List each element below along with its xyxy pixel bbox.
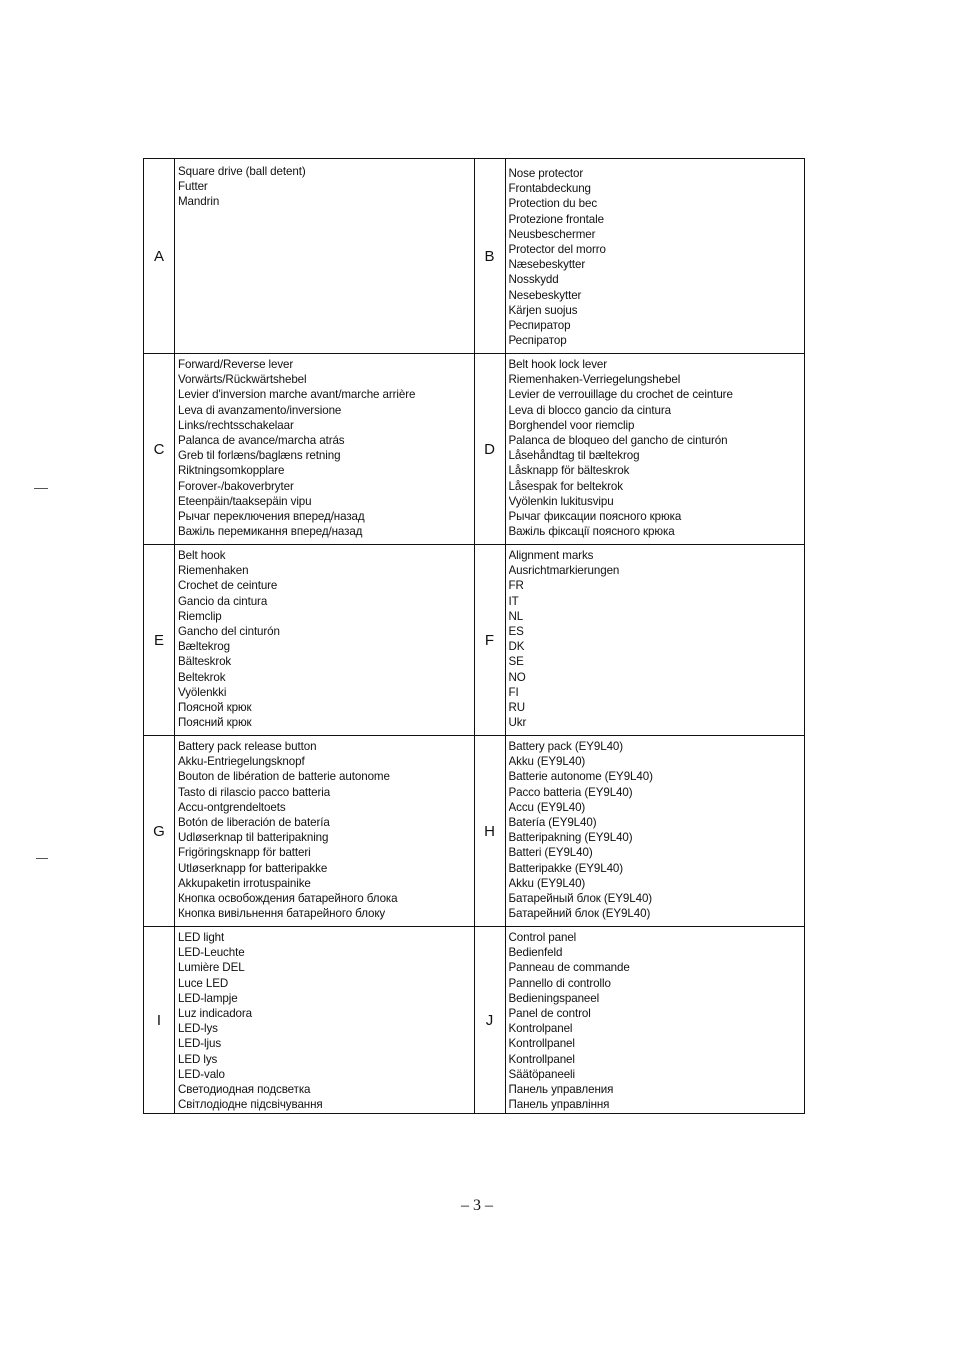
- part-name-list: [175, 736, 475, 927]
- part-name-translation: Nesebeskytter: [508, 288, 582, 302]
- part-letter: F: [474, 545, 505, 736]
- part-name-list: [175, 927, 475, 1114]
- part-name-translation: Батарейный блок (EY9L40): [508, 892, 653, 906]
- part-name-translation: Levier de verrouillage du crochet de ceinture: [508, 388, 733, 402]
- part-name-translation: Bedieningspaneel: [508, 991, 600, 1005]
- part-name-translation: Lumière DEL: [178, 961, 245, 975]
- part-name-translation: Låsehåndtag til bæltekrog: [508, 449, 640, 463]
- part-name-translation: Kontrollpanel: [508, 1052, 575, 1066]
- table-row: [144, 354, 805, 545]
- part-name-translation: NO: [508, 670, 526, 684]
- part-name-translation: Säätöpaneeli: [508, 1067, 575, 1081]
- part-name-translation: Alignment marks: [508, 549, 594, 562]
- part-name-list: [505, 545, 805, 736]
- part-name-translation: Важіль фіксації поясного крюка: [508, 525, 675, 539]
- part-name-translation: IT: [508, 594, 519, 608]
- part-name-translation: Панель управління: [508, 1098, 610, 1112]
- part-name-translation: Batterie autonome (EY9L40): [508, 770, 653, 784]
- part-letter: A: [144, 159, 175, 354]
- part-name-translation: Кнопка освобождения батарейного блока: [178, 892, 398, 906]
- part-name-translation: ES: [508, 625, 524, 639]
- page-number: – 3 –: [461, 1197, 493, 1214]
- part-name-translation: Forward/Reverse lever: [178, 358, 294, 371]
- part-name-translation: Palanca de bloqueo del gancho de cinturón: [508, 434, 728, 448]
- part-name-translation: Vyölenkin lukitusvipu: [508, 494, 614, 508]
- part-name-list: [175, 354, 475, 545]
- part-name-translation: Панель управления: [508, 1083, 614, 1097]
- part-name-translation: Accu (EY9L40): [508, 800, 586, 814]
- part-letter: D: [474, 354, 505, 545]
- part-name-translation: Kärjen suojus: [508, 303, 578, 317]
- part-name-translation: Респіратор: [508, 334, 567, 348]
- part-name-translation: Kontrollpanel: [508, 1037, 575, 1051]
- part-name-translation: Palanca de avance/marcha atrás: [178, 434, 345, 448]
- part-name-translation: Ukr: [508, 716, 527, 730]
- part-name-translation: Tasto di rilascio pacco batteria: [178, 785, 331, 799]
- part-letter: B: [474, 159, 505, 354]
- part-name-translation: Riemenhaken-Verriegelungshebel: [508, 373, 681, 387]
- part-name-translation: Akku (EY9L40): [508, 876, 586, 890]
- table-row: [144, 927, 805, 1114]
- part-name-translation: Batteripakke (EY9L40): [508, 861, 624, 875]
- part-name-translation: Ausrichtmarkierungen: [508, 564, 620, 578]
- part-name-translation: Akku-Entriegelungsknopf: [178, 755, 305, 769]
- part-name-translation: Bälteskrok: [178, 655, 232, 669]
- part-name-translation: LED-lys: [178, 1022, 218, 1036]
- part-name-translation: Eteenpäin/taaksepäin vipu: [178, 494, 312, 508]
- part-name-translation: Låsknapp för bälteskrok: [508, 464, 630, 478]
- part-name-translation: Batteripakning (EY9L40): [508, 831, 633, 845]
- part-name-translation: FR: [508, 579, 524, 593]
- part-name-translation: Links/rechtsschakelaar: [178, 418, 294, 432]
- part-name-translation: Control panel: [508, 931, 577, 944]
- part-name-translation: Square drive (ball detent): [178, 165, 306, 178]
- part-name-translation: Protezione frontale: [508, 212, 604, 226]
- part-name-list: [505, 354, 805, 545]
- part-name-translation: Світлодіодне підсвічування: [178, 1098, 323, 1112]
- part-name-translation: Batería (EY9L40): [508, 816, 597, 830]
- part-name-translation: Panneau de commande: [508, 961, 630, 975]
- part-name-translation: Leva di blocco gancio da cintura: [508, 403, 671, 417]
- part-name-translation: Futter: [178, 180, 208, 194]
- part-name-translation: FI: [508, 685, 519, 699]
- part-name-translation: Светодиодная подсветка: [178, 1083, 311, 1097]
- part-name-translation: Panel de control: [508, 1007, 591, 1021]
- part-name-translation: Crochet de ceinture: [178, 579, 278, 593]
- part-name-translation: Респиратор: [508, 319, 571, 333]
- part-name-translation: Protector del morro: [508, 243, 606, 257]
- part-name-list: [505, 736, 805, 927]
- part-name-list: [505, 159, 805, 354]
- part-letter: C: [144, 354, 175, 545]
- part-name-translation: Bæltekrog: [178, 640, 230, 654]
- part-name-translation: Leva di avanzamento/inversione: [178, 403, 342, 417]
- parts-legend-table: [143, 158, 805, 1114]
- part-name-translation: Важіль перемикання вперед/назад: [178, 525, 363, 539]
- part-name-translation: Рычаг переключения вперед/назад: [178, 510, 365, 524]
- table-row: [144, 545, 805, 736]
- part-name-translation: Accu-ontgrendeltoets: [178, 800, 286, 814]
- part-name-translation: Riktningsomkopplare: [178, 464, 285, 478]
- part-name-translation: Belt hook lock lever: [508, 358, 608, 371]
- part-name-translation: Riemenhaken: [178, 564, 249, 578]
- part-name-translation: Поясной крюк: [178, 701, 252, 715]
- part-name-translation: Батарейний блок (EY9L40): [508, 907, 651, 921]
- part-name-translation: Belt hook: [178, 549, 226, 562]
- part-name-translation: Utløserknapp for batteripakke: [178, 861, 328, 875]
- part-letter: J: [474, 927, 505, 1114]
- part-name-translation: Gancio da cintura: [178, 594, 268, 608]
- part-name-translation: Forover-/bakoverbryter: [178, 479, 294, 493]
- part-letter: E: [144, 545, 175, 736]
- part-name-translation: Akkupaketin irrotuspainike: [178, 876, 311, 890]
- part-name-translation: LED-valo: [178, 1067, 225, 1081]
- part-name-translation: LED-Leuchte: [178, 946, 245, 960]
- part-name-translation: Battery pack (EY9L40): [508, 740, 624, 753]
- part-name-translation: Luz indicadora: [178, 1007, 253, 1021]
- part-name-translation: Vyölenkki: [178, 685, 227, 699]
- part-name-translation: Pacco batteria (EY9L40): [508, 785, 633, 799]
- part-name-translation: Batteri (EY9L40): [508, 846, 593, 860]
- part-name-translation: Akku (EY9L40): [508, 755, 586, 769]
- part-name-translation: Botón de liberación de batería: [178, 816, 330, 830]
- part-name-translation: Protection du bec: [508, 197, 598, 211]
- part-letter: G: [144, 736, 175, 927]
- part-name-translation: Kontrolpanel: [508, 1022, 573, 1036]
- part-name-translation: Næsebeskytter: [508, 258, 586, 272]
- part-name-translation: Mandrin: [178, 195, 220, 209]
- scan-mark: [36, 858, 48, 859]
- part-name-translation: LED-lampje: [178, 991, 238, 1005]
- part-name-translation: Riemclip: [178, 609, 222, 623]
- table-row: [144, 159, 805, 354]
- part-name-translation: Beltekrok: [178, 670, 226, 684]
- part-name-translation: Nose protector: [508, 167, 584, 180]
- part-name-translation: DK: [508, 640, 525, 654]
- part-name-list: [175, 545, 475, 736]
- part-name-translation: Frigöringsknapp för batteri: [178, 846, 311, 860]
- part-name-translation: LED light: [178, 931, 225, 944]
- part-name-translation: Pannello di controllo: [508, 976, 611, 990]
- table-row: [144, 736, 805, 927]
- part-letter: I: [144, 927, 175, 1114]
- part-name-translation: Borghendel voor riemclip: [508, 418, 635, 432]
- part-name-translation: Udløserknap til batteripakning: [178, 831, 329, 845]
- part-name-translation: LED lys: [178, 1052, 218, 1066]
- part-name-list: [175, 159, 475, 354]
- part-name-translation: Bedienfeld: [508, 946, 563, 960]
- part-name-translation: Frontabdeckung: [508, 182, 591, 196]
- part-name-translation: Vorwärts/Rückwärtshebel: [178, 373, 307, 387]
- part-name-translation: Neusbeschermer: [508, 227, 596, 241]
- part-name-translation: Gancho del cinturón: [178, 625, 280, 639]
- part-name-translation: Levier d'inversion marche avant/marche arrière: [178, 388, 416, 402]
- part-name-translation: SE: [508, 655, 524, 669]
- part-name-translation: RU: [508, 701, 526, 715]
- part-name-translation: Battery pack release button: [178, 740, 317, 753]
- part-name-translation: Låsespak for beltekrok: [508, 479, 623, 493]
- part-name-translation: Рычаг фиксации поясного крюка: [508, 510, 682, 524]
- part-name-translation: Кнопка вивільнення батарейного блоку: [178, 907, 386, 921]
- part-name-translation: NL: [508, 609, 524, 623]
- part-name-list: [505, 927, 805, 1114]
- scan-mark: [34, 488, 48, 489]
- part-name-translation: Luce LED: [178, 976, 229, 990]
- part-name-translation: LED-ljus: [178, 1037, 222, 1051]
- part-letter: H: [474, 736, 505, 927]
- part-name-translation: Bouton de libération de batterie autonome: [178, 770, 390, 784]
- part-name-translation: Поясний крюк: [178, 716, 252, 730]
- part-name-translation: Nosskydd: [508, 273, 559, 287]
- part-name-translation: Greb til forlæns/baglæns retning: [178, 449, 341, 463]
